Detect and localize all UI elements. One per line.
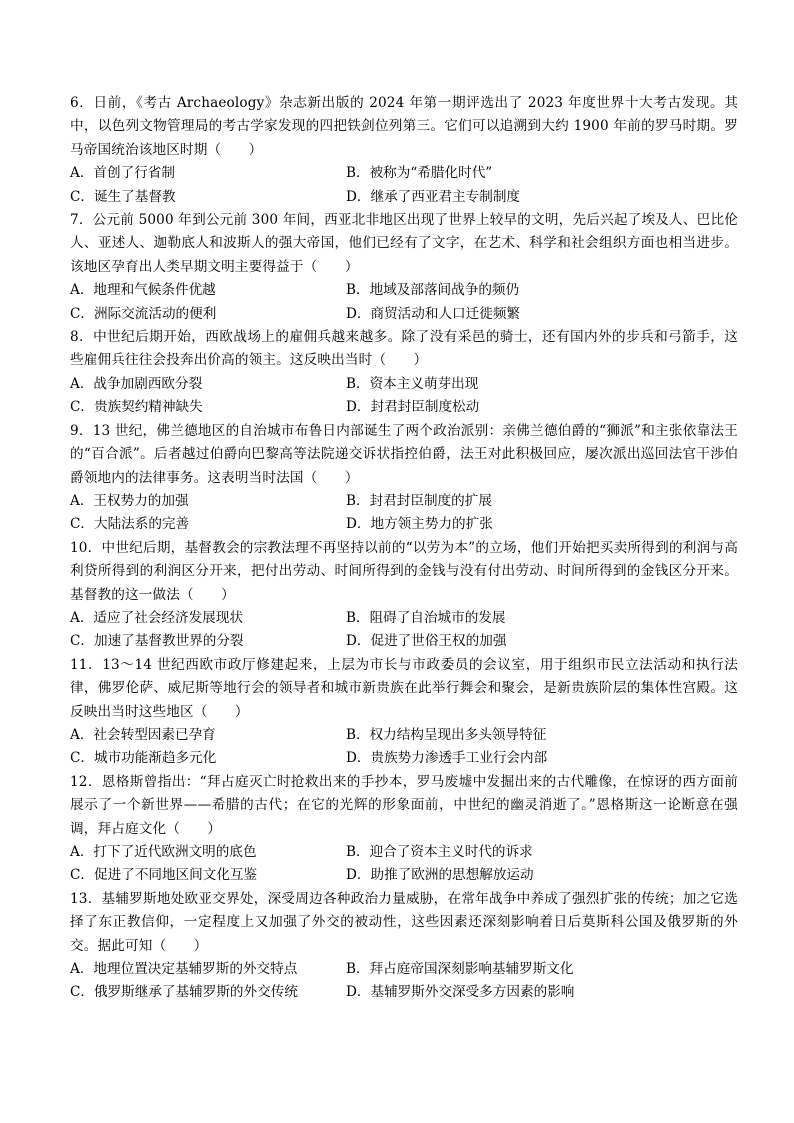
answer-option-c: C．城市功能渐趋多元化: [70, 750, 217, 767]
question-block: [70, 888, 738, 1005]
question-stem: 13．基辅罗斯地处欧亚交界处，深受周边各种政治力量威胁，在常年战争中养成了强烈扩张的传统；加之它选择了东正教信仰，一定程度上又加强了外交的被动性，这些因素还深刻影响着日后莫斯科公国及俄罗斯的外交。据此可知（ ）: [70, 890, 738, 954]
question-block: [70, 92, 738, 209]
answer-option-a: A．适应了社会经济发展现状: [70, 609, 243, 626]
question-stem: 8．中世纪后期开始，西欧战场上的雇佣兵越来越多。除了没有采邑的骑士，还有国内外的步兵和弓箭手，这些雇佣兵往往会投奔出价高的领主。这反映出当时（ ）: [70, 329, 738, 369]
answer-option-b: B．被称为“希腊化时代”: [346, 165, 493, 182]
answer-options: [70, 607, 738, 654]
exam-page: [70, 92, 738, 1005]
answer-option-d: D．促进了世俗王权的加强: [346, 633, 507, 650]
answer-option-c: C．大陆法系的完善: [70, 516, 190, 533]
answer-option-a: A．社会转型因素已孕育: [70, 726, 216, 743]
answer-option-b: B．资本主义萌芽出现: [346, 375, 479, 392]
answer-option-c: C．俄罗斯继承了基辅罗斯的外交传统: [70, 984, 298, 1001]
question-block: [70, 209, 738, 326]
question-stem: 10．中世纪后期，基督教会的宗教法理不再坚持以前的“以劳为本”的立场，他们开始把买卖所得到的利润与高利贷所得到的利润区分开来，把付出劳动、时间所得到的金钱与没有付出劳动、时间所得到的金钱区分开来。基督教的这一做法（ ）: [70, 539, 738, 603]
question-block: [70, 771, 738, 888]
question-block: [70, 654, 738, 771]
question-block: [70, 326, 738, 420]
answer-options: [70, 373, 738, 420]
answer-options: [70, 958, 738, 1005]
answer-option-b: B．权力结构呈现出多头领导特征: [346, 726, 547, 743]
question-stem: 12．恩格斯曾指出：“拜占庭灭亡时抢救出来的手抄本，罗马废墟中发掘出来的古代雕像，在惊讶的西方面前展示了一个新世界——希腊的古代；在它的光辉的形象面前，中世纪的幽灵消逝了。”恩格斯这一论断意在强调，拜占庭文化（ ）: [70, 773, 738, 837]
question-stem: 6．日前，《考古 Archaeology》杂志新出版的 2024 年第一期评选出了 2023 年度世界十大考古发现。其中，以色列文物管理局的考古学家发现的四把铁剑位列第三。它们可以追溯到大约 1900 年前的罗马时期。罗马帝国统治该地区时期（ ）: [70, 95, 738, 158]
answer-option-b: B．阻碍了自治城市的发展: [346, 609, 506, 626]
answer-option-d: D．贵族势力渗透手工业行会内部: [346, 750, 548, 767]
answer-option-a: A．地理和气候条件优越: [70, 282, 216, 299]
answer-option-a: A．地理位置决定基辅罗斯的外交特点: [70, 961, 298, 978]
answer-options: [70, 490, 738, 537]
answer-option-d: D．封君封臣制度松动: [346, 399, 480, 416]
answer-option-a: A．首创了行省制: [70, 165, 175, 182]
answer-option-b: B．封君封臣制度的扩展: [346, 492, 492, 509]
answer-option-c: C．贵族契约精神缺失: [70, 399, 203, 416]
answer-option-c: C．加速了基督教世界的分裂: [70, 633, 244, 650]
answer-option-b: B．迎合了资本主义时代的诉求: [346, 844, 533, 860]
question-stem: 7．公元前 5000 年到公元前 300 年间，西亚北非地区出现了世界上较早的文明，先后兴起了埃及人、巴比伦人、亚述人、迦勒底人和波斯人的强大帝国，他们已经有了文字，在艺术、科学和社会组织方面也相当进步。该地区孕育出人类早期文明主要得益于（ ）: [70, 212, 738, 275]
answer-option-d: D．继承了西亚君主专制制度: [346, 188, 521, 205]
answer-options: [70, 162, 738, 209]
answer-option-c: C．促进了不同地区间文化互鉴: [70, 867, 258, 884]
answer-option-b: B．拜占庭帝国深刻影响基辅罗斯文化: [346, 961, 574, 978]
question-block: [70, 537, 738, 654]
answer-options: [70, 841, 738, 888]
answer-option-a: A．战争加剧西欧分裂: [70, 375, 203, 392]
answer-option-d: D．商贸活动和人口迁徙频繁: [346, 305, 521, 322]
answer-option-d: D．基辅罗斯外交深受多方因素的影响: [346, 984, 575, 1001]
answer-option-c: C．诞生了基督教: [70, 188, 176, 205]
question-stem: 9．13 世纪，佛兰德地区的自治城市布鲁日内部诞生了两个政治派别：亲佛兰德伯爵的“狮派”和主张依靠法王的“百合派”。后者越过伯爵向巴黎高等法院递交诉状指控伯爵，法王对此积极回应，屡次派出巡回法官干涉伯爵领地内的法律事务。这表明当时法国（ ）: [70, 422, 738, 486]
answer-option-a: A．王权势力的加强: [70, 492, 189, 509]
answer-option-c: C．洲际交流活动的便利: [70, 305, 217, 322]
answer-option-a: A．打下了近代欧洲文明的底色: [70, 844, 257, 860]
question-block: [70, 420, 738, 537]
answer-option-d: D．助推了欧洲的思想解放运动: [346, 867, 534, 884]
question-stem: 11．13～14 世纪西欧市政厅修建起来，上层为市长与市政委员的会议室，用于组织市民立法活动和执行法律，佛罗伦萨、威尼斯等地行会的领导者和城市新贵族在此举行舞会和聚会，是新贵族阶层的集体性宫殿。这反映出当时这些地区（ ）: [70, 656, 738, 720]
answer-option-d: D．地方领主势力的扩张: [346, 516, 493, 533]
answer-options: [70, 724, 738, 771]
answer-options: [70, 279, 738, 326]
answer-option-b: B．地域及部落间战争的频仍: [346, 282, 520, 299]
